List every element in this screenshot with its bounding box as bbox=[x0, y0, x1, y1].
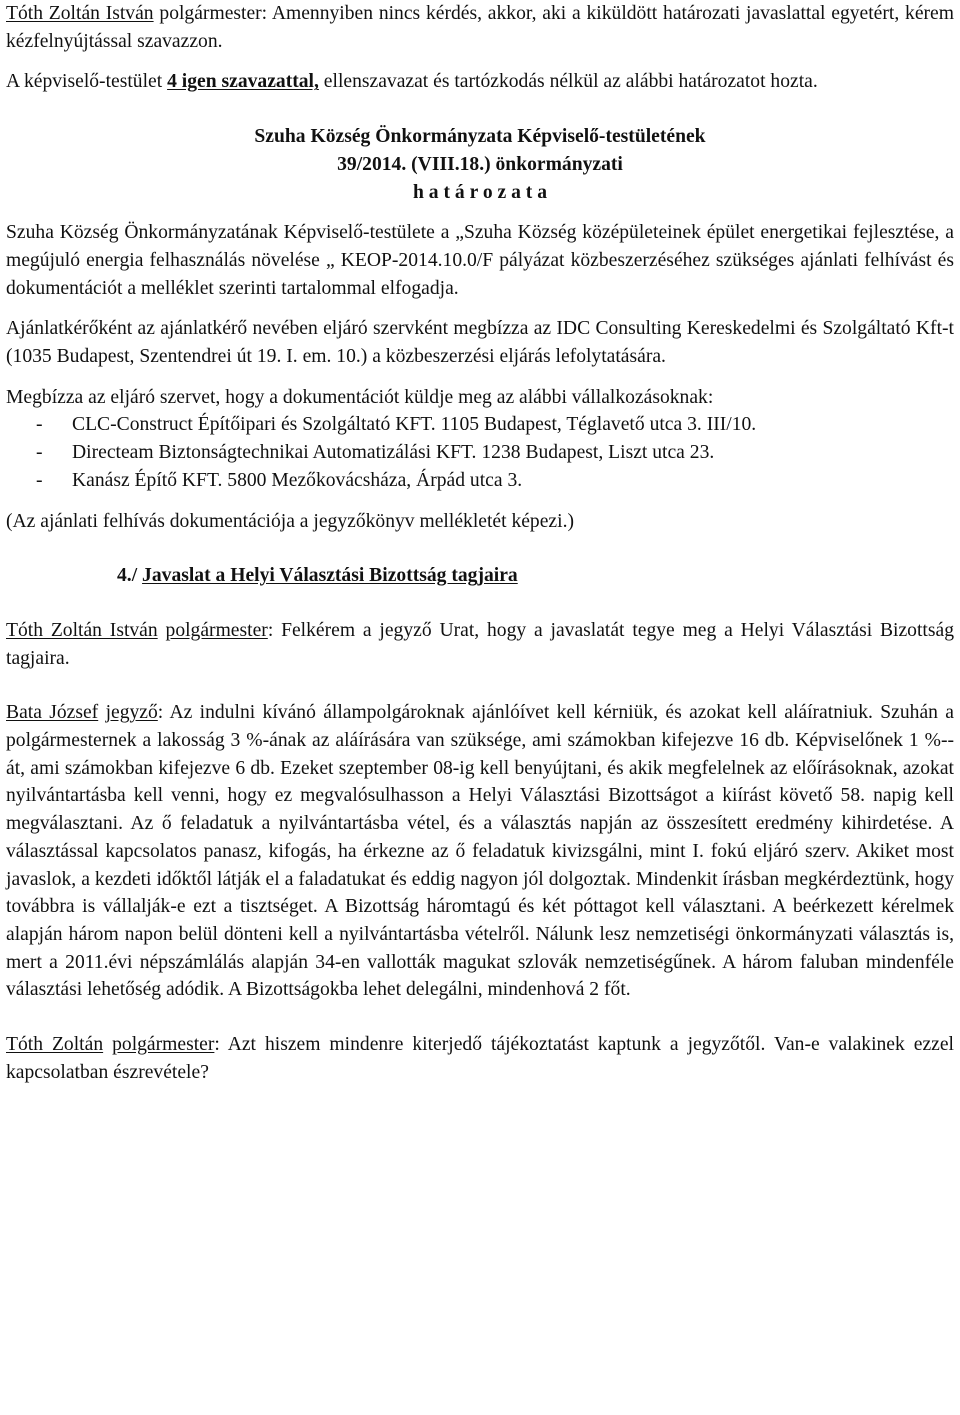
speaker-name: Tóth Zoltán bbox=[6, 1034, 104, 1056]
mayor-request bbox=[6, 617, 954, 672]
paragraph-text: : Azt hiszem mindenre kiterjedő tájékoztatást kaptunk a jegyzőtől. Van-e valakinek ezzel kapcsolatban észrevétele? bbox=[6, 1034, 954, 1083]
attachment-note: (Az ajánlati felhívás dokumentációja a jegyzőkönyv mellékletét képezi.) bbox=[6, 510, 574, 532]
spacer bbox=[6, 96, 954, 123]
section-number: 4./ bbox=[117, 565, 138, 587]
speaker-name: Bata József bbox=[6, 702, 99, 724]
list-item bbox=[6, 467, 954, 495]
spacer bbox=[6, 371, 954, 384]
list-dash: - bbox=[36, 442, 43, 464]
section-title bbox=[117, 562, 954, 590]
paragraph-text: : Az indulni kívánó állampolgároknak ajánlóívet kell kérniük, és azokat kell aláíratniuk. Szuhán a polgármesternek a lakosság 3 %-ának az aláírására van szüksége, ami számokban kifejezve 16 db. Képviselőnek 1 %--át, ami számokban kifejezve 6 db. Ezeket szeptember 08-ig kell benyújtani, és akik megfelelnek az előírásoknak, azokat nyilvántartásba kell venni, hogy ez megvalósulhasson a Helyi Választási Bizottságot a kiírást követő 58. napig kell megválasztani. Az ő feladatuk a nyilvántartásba vétel, és a választás napján az összesített eredmény kihirdetése. A választással kapcsolatos panasz, kifogás, ha érkezne az ő feladatuk kivizsgálni, mint I. fokú eljáró szerv. Akiket most javaslok, a kezdeti időktől látják el a faladatukat és eddig nagyon jól dolgoztak. Mindenkit írásban megkérdeztünk, hogy továbbra is vállalják-e ezt a tisztséget. A Bizottság háromtagú és két póttagot kell választani. A beérkezett kérelmek alapján három napon belül dönteni kell a nyilvántartásba vételről. Nálunk lesz nemzetiségi önkormányzati választás is, mert a 2011.évi népszámlálás alapján 34-en vallották magukat szlovák nemzetiségűnek. A három faluban mindenféle választási lehetőség adódik. A Bizottságokba lehet delegálni, mindenhová 2 főt. bbox=[6, 702, 954, 1001]
spacer bbox=[6, 302, 954, 315]
resolution-body: Szuha Község Önkormányzatának Képviselő-testülete a „Szuha Község középületeinek épület energetikai fejlesztése, a megújuló energia felhasználás növelése „ KEOP-2014.10.0/F pályázat közbeszerzéséhez szükséges ajánlati felhívást és dokumentációt a melléklet szerinti tartalommal elfogadja. bbox=[6, 222, 954, 299]
paragraph-text: A képviselő-testület bbox=[6, 71, 168, 93]
resolution-number: 39/2014. (VIII.18.) önkormányzati bbox=[337, 153, 623, 175]
commission-paragraph: Ajánlatkérőként az ajánlatkérő nevében eljáró szervként megbízza az IDC Consulting Kereskedelmi és Szolgáltató Kft-t (1035 Budapest, Szentendrei út 19. I. em. 10.) a közbeszerzési eljárás lefolytatására. bbox=[6, 318, 954, 368]
resolution-heading bbox=[6, 123, 954, 206]
vote-result bbox=[6, 68, 954, 96]
list-dash: - bbox=[36, 469, 43, 491]
speaker-role: jegyző bbox=[105, 702, 158, 724]
mayor-voting-call bbox=[6, 0, 954, 55]
spacer bbox=[6, 535, 954, 562]
speaker-name: Tóth Zoltán István bbox=[6, 3, 154, 24]
speaker-role: polgármester bbox=[112, 1034, 215, 1056]
list-item bbox=[6, 411, 954, 439]
spacer bbox=[6, 672, 954, 699]
list-item bbox=[6, 439, 954, 467]
speaker-name: Tóth Zoltán István bbox=[6, 619, 158, 641]
section-title-text: Javaslat a Helyi Választási Bizottság tagjaira bbox=[142, 565, 518, 587]
spacer bbox=[6, 206, 954, 219]
list-item-text: CLC-Construct Építőipari és Szolgáltató KFT. 1105 Budapest, Téglavető utca 3. III/10. bbox=[72, 414, 757, 436]
recipients-list bbox=[6, 411, 954, 494]
list-dash: - bbox=[36, 414, 43, 436]
paragraph-text: : Felkérem a jegyző Urat, hogy a javaslatát tegye meg a Helyi Választási Bizottság tagjaira. bbox=[6, 619, 954, 669]
mayor-question bbox=[6, 1031, 954, 1086]
resolution-heading-line1: Szuha Község Önkormányzata Képviselő-testületének bbox=[254, 126, 706, 148]
paragraph-text: polgármester: Amennyiben nincs kérdés, akkor, aki a kiküldött határozati javaslattal egyetért, kérem kézfelnyújtással szavazzon. bbox=[6, 3, 954, 52]
spacer bbox=[6, 590, 954, 617]
spacer bbox=[6, 1004, 954, 1031]
spacer bbox=[6, 55, 954, 68]
recipients-intro: Megbízza az eljáró szervet, hogy a dokumentációt küldje meg az alábbi vállalkozásoknak: bbox=[6, 386, 714, 408]
list-item-text: Kanász Építő KFT. 5800 Mezőkovácsháza, Árpád utca 3. bbox=[72, 469, 523, 491]
vote-count: 4 igen szavazattal, bbox=[167, 71, 319, 93]
speaker-role: polgármester bbox=[165, 619, 268, 641]
list-item-text: Directeam Biztonságtechnikai Automatizálási KFT. 1238 Budapest, Liszt utca 23. bbox=[72, 442, 715, 464]
paragraph-text: ellenszavazat és tartózkodás nélkül az alábbi határozatot hozta. bbox=[318, 71, 818, 93]
spacer bbox=[6, 495, 954, 508]
resolution-label: h a t á r o z a t a bbox=[412, 181, 548, 203]
notary-explanation bbox=[6, 699, 954, 1004]
